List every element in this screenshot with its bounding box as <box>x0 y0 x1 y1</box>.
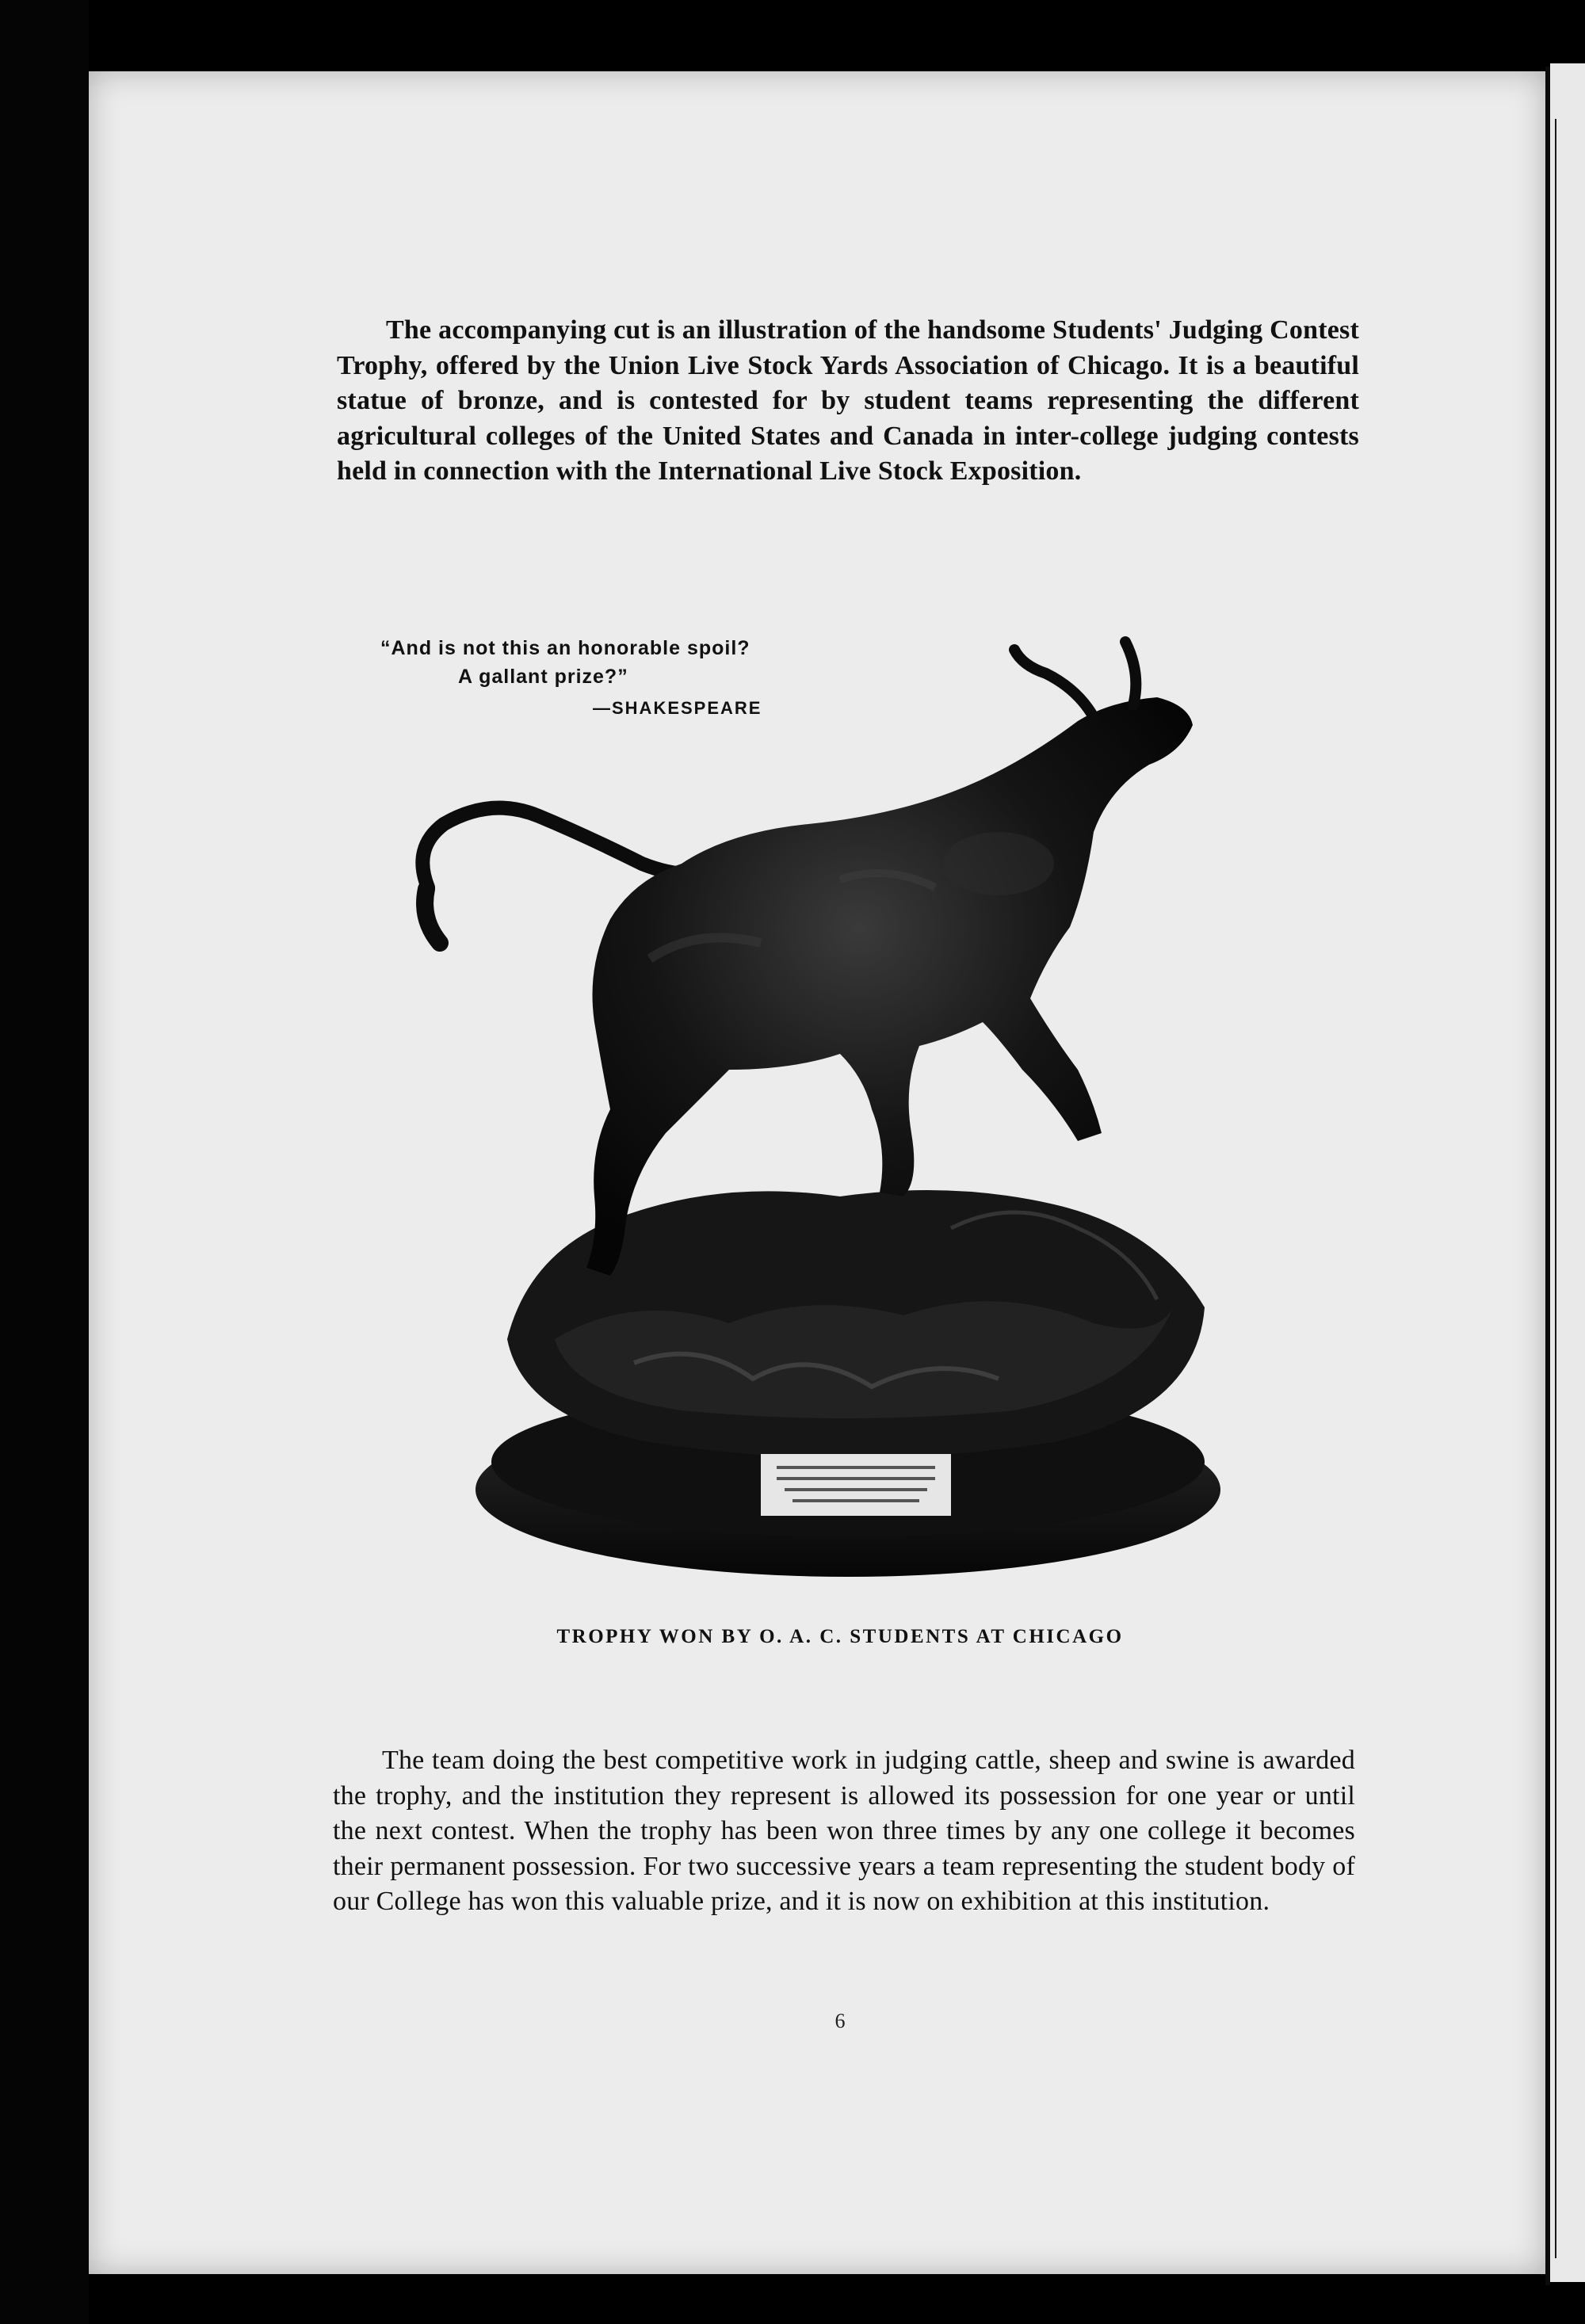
epigraph-line-1: “And is not this an honorable spoil? <box>380 637 750 659</box>
epigraph <box>380 634 872 723</box>
figure-caption: TROPHY WON BY O. A. C. STUDENTS AT CHICAGO <box>556 1626 1124 1647</box>
body-paragraph: The team doing the best competitive work in judging cattle, sheep and swine is awarded the trophy, and the institution they represent is allowed its possession for one year or until the next contest. When the trophy has been won three times by any one college it becomes their permanent possession. For two successive years a team representing the student body of our College has won this valuable prize, and it is now on exhibition at this institution. <box>333 1746 1355 1916</box>
epigraph-line-2: A gallant prize?” <box>458 666 628 688</box>
epigraph-attribution: —SHAKESPEARE <box>593 698 762 718</box>
adjacent-page-rule <box>1555 119 1556 2258</box>
scan-border-left <box>0 0 89 2324</box>
bull-figure <box>422 642 1193 1276</box>
intro-paragraph: The accompanying cut is an illustration of the handsome Students' Judging Contest Trophy, offered by the Union Live Stock Yards Association of Chicago. It is a beautiful statue of bronze, and is contested for by student teams representing the different agricultural colleges of the United States and Canada in inter-college judging contests held in connection with the International Live Stock Exposition. <box>337 315 1359 486</box>
page-number: 6 <box>835 2009 846 2032</box>
pedestal-base <box>476 1190 1220 1577</box>
pedestal-plaque <box>761 1454 951 1516</box>
trophy-illustration <box>396 626 1292 1585</box>
